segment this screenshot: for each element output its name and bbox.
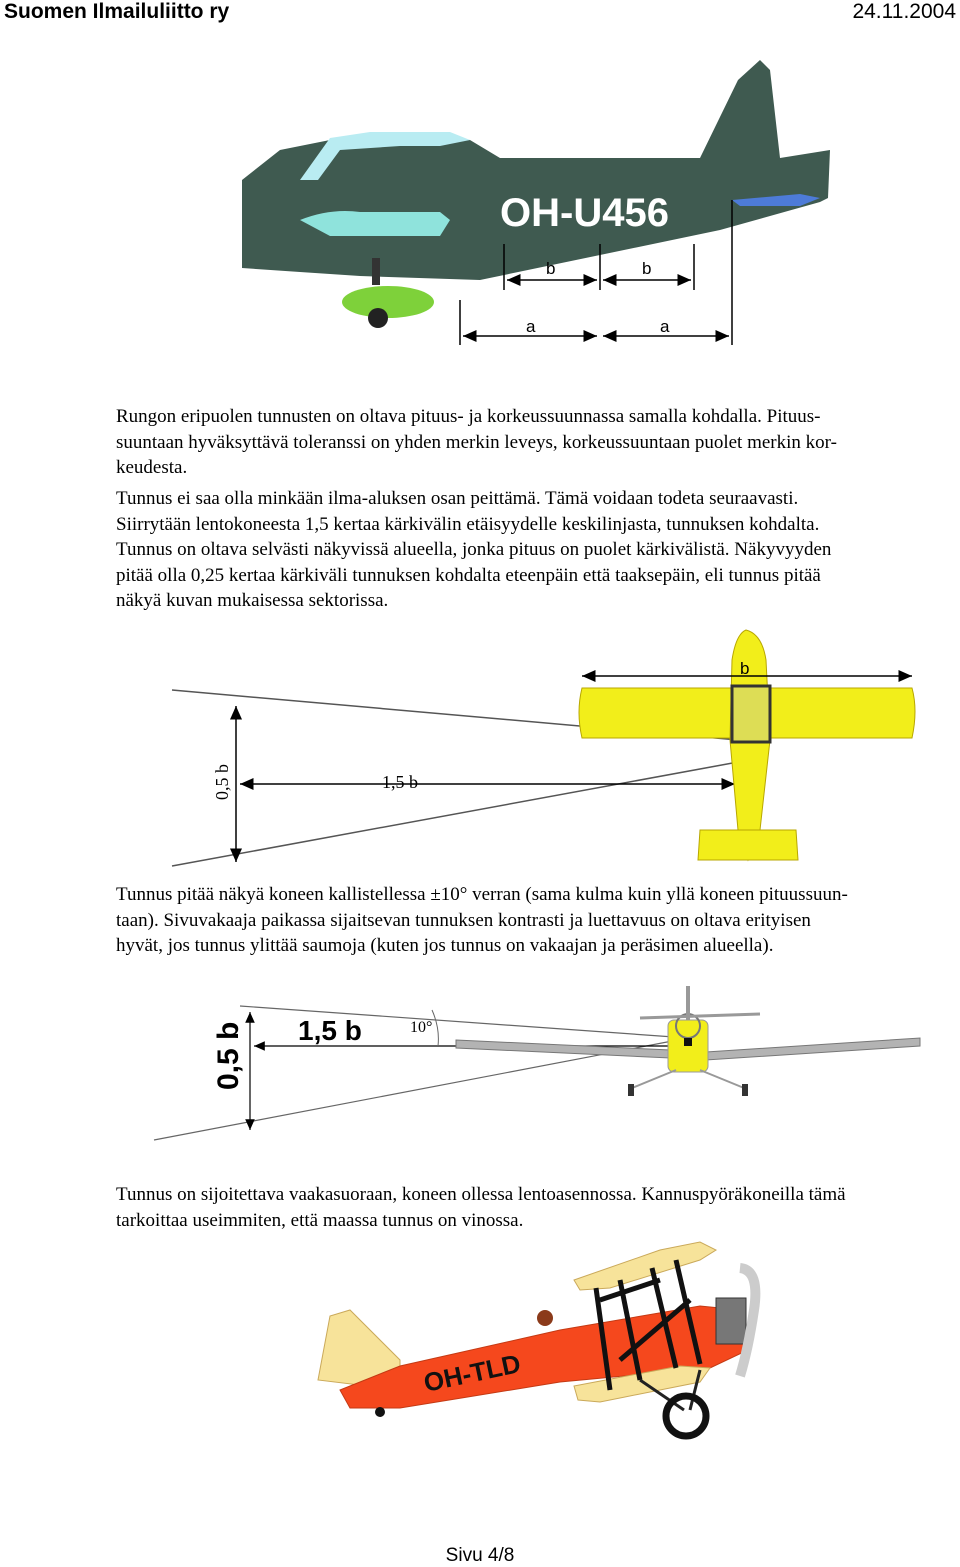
label-span: b [740, 659, 750, 678]
label-distance: 1,5 b [298, 1015, 362, 1046]
tailplane-shape [698, 830, 798, 860]
main-wheel [666, 1396, 706, 1436]
fuselage-shape [242, 60, 830, 280]
text-line: Tunnus on sijoitettava vaakasuoraan, koneen ollessa lentoasennossa. Kannuspyöräkoneilla tämä [116, 1184, 846, 1205]
text-line: Rungon eripuolen tunnusten on oltava pituus- ja korkeussuunnassa samalla kohdalla. Pituus- [116, 406, 821, 427]
text-line: tarkoittaa useimmiten, että maassa tunnus on vinossa. [116, 1209, 524, 1231]
text-line: Tunnus pitää näkyä koneen kallistellessa ±10° verran (sama kulma kuin yllä koneen pituussuun- [116, 884, 848, 905]
wheel-fairing [342, 286, 434, 318]
label-angle: 10° [410, 1019, 433, 1036]
dimension-label-b1: b [546, 259, 556, 278]
document-date: 24.11.2004 [852, 0, 956, 23]
figure-front-view-bank [0, 980, 960, 1150]
label-half-span: 0,5 b [212, 1021, 245, 1090]
text-line: näkyä kuvan mukaisessa sektorissa. [116, 590, 389, 611]
fuselage-top-shape [730, 630, 770, 860]
paragraph-bank-angle [116, 882, 946, 959]
dimension-label-b2: b [642, 259, 652, 278]
text-line: suuntaan hyväksyttävä toleranssi on yhden merkin leveys, korkeussuuntaan puolet merkin kor- [116, 431, 837, 453]
registration-text: OH-U456 [500, 191, 669, 235]
dimension-label-a1: a [526, 317, 536, 336]
text-line: taan). Sivuvakaaja paikassa sijaitsevan tunnuksen kontrasti ja luettavuus on oltava erityisen [116, 909, 811, 931]
figure-side-view-registration [0, 40, 960, 360]
page-number: Sivu 4/8 [445, 1545, 515, 1566]
label-half-span: 0,5 b [212, 764, 232, 800]
wing-right-shape [706, 1038, 920, 1060]
text-line: Tunnus ei saa olla minkään ilma-aluksen osan peittämä. Tämä voidaan todeta seuraavasti. [116, 488, 799, 509]
page-header [0, 0, 960, 30]
dimension-label-a2: a [660, 317, 670, 336]
figure-biplane [0, 1240, 960, 1450]
text-line: hyvät, jos tunnus ylittää saumoja (kuten jos tunnus on vakaajan ja peräsimen alueella). [116, 935, 774, 956]
organization-name: Suomen Ilmailuliitto ry [4, 0, 230, 23]
text-line: pitää olla 0,25 kertaa kärkiväli tunnuksen kohdalta eteenpäin että taaksepäin, eli tunnus pitää [116, 564, 821, 586]
wing-left-shape [456, 1040, 670, 1058]
label-distance: 1,5 b [382, 772, 418, 792]
paragraph-visibility-check [116, 486, 946, 614]
figure-top-view-sector [0, 620, 960, 870]
text-line: keudesta. [116, 457, 188, 478]
paragraph-registration-alignment [116, 404, 946, 481]
paragraph-horizontal-placement [116, 1182, 946, 1233]
registration-text: OH-TLD [421, 1348, 524, 1398]
text-line: Tunnus on oltava selvästi näkyvissä alueella, jonka pituus on puolet kärkivälistä. Näkyvyyden [116, 539, 832, 560]
text-line: Siirrytään lentokoneesta 1,5 kertaa kärkivälin etäisyydelle keskilinjasta, tunnuksen kohdalta. [116, 513, 820, 535]
